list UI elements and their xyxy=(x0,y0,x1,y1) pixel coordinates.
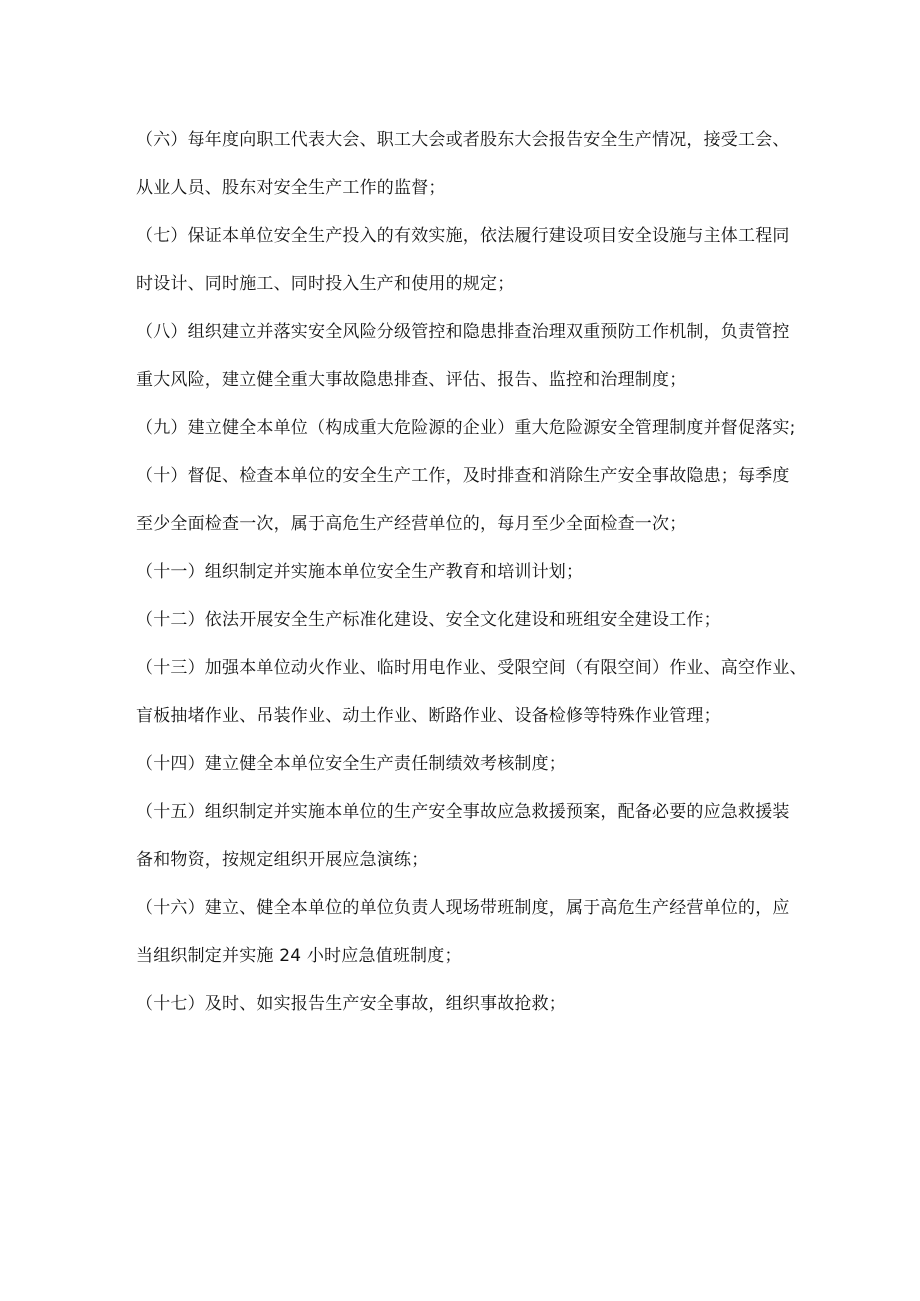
text-line: （十）督促、检查本单位的安全生产工作，及时排查和消除生产安全事故隐患；每季度 xyxy=(136,466,790,486)
text-line: （十三）加强本单位动火作业、临时用电作业、受限空间（有限空间）作业、高空作业、 xyxy=(136,658,807,678)
text-line: （九）建立健全本单位（构成重大危险源的企业）重大危险源安全管理制度并督促落实; xyxy=(136,418,796,438)
text-line: 盲板抽堵作业、吊装作业、动土作业、断路作业、设备检修等特殊作业管理； xyxy=(136,706,721,726)
text-line: （十六）建立、健全本单位的单位负责人现场带班制度，属于高危生产经营单位的，应 xyxy=(136,898,790,918)
text-line: 备和物资，按规定组织开展应急演练； xyxy=(136,850,429,870)
text-line: （十二）依法开展安全生产标准化建设、安全文化建设和班组安全建设工作； xyxy=(136,610,721,630)
text-line: 从业人员、股东对安全生产工作的监督； xyxy=(136,178,446,198)
document-body xyxy=(136,116,807,1028)
text-line: （八）组织建立并落实安全风险分级管控和隐患排查治理双重预防工作机制，负责管控 xyxy=(136,322,790,342)
text-line: （七）保证本单位安全生产投入的有效实施，依法履行建设项目安全设施与主体工程同 xyxy=(136,226,790,246)
text-line: 重大风险，建立健全重大事故隐患排查、评估、报告、监控和治理制度； xyxy=(136,370,687,390)
text-line: 时设计、同时施工、同时投入生产和使用的规定； xyxy=(136,274,515,294)
text-line: 至少全面检查一次，属于高危生产经营单位的，每月至少全面检查一次； xyxy=(136,514,687,534)
text-line: （十五）组织制定并实施本单位的生产安全事故应急救援预案，配备必要的应急救援装 xyxy=(136,802,790,822)
text-line: （十四）建立健全本单位安全生产责任制绩效考核制度； xyxy=(136,754,566,774)
text-line: （六）每年度向职工代表大会、职工大会或者股东大会报告安全生产情况，接受工会、 xyxy=(136,130,790,150)
text-line: （十七）及时、如实报告生产安全事故，组织事故抢救； xyxy=(136,994,566,1014)
text-line: 当组织制定并实施 24 小时应急值班制度； xyxy=(136,946,462,966)
text-line: （十一）组织制定并实施本单位安全生产教育和培训计划； xyxy=(136,562,584,582)
